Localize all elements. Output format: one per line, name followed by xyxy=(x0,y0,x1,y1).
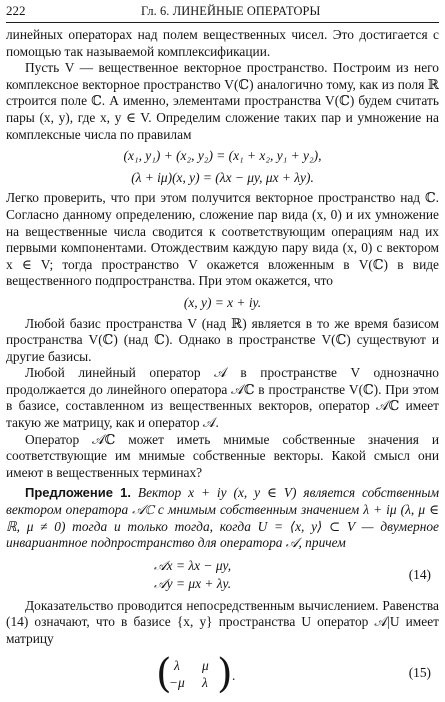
running-title: Гл. 6. ЛИНЕЙНЫЕ ОПЕРАТОРЫ xyxy=(141,4,321,18)
paragraph-basis: Любой базис пространства V (над ℝ) является в то же время базисом пространства V(ℂ) (над ℂ). Однако в пространстве V(ℂ) существуют и другие базисы. xyxy=(6,315,439,364)
equation-pair-text: (x, y) = x + iy. xyxy=(183,294,262,310)
matrix-cell-1-1: λ xyxy=(174,657,180,673)
matrix-cell-2-1: −μ xyxy=(169,674,185,690)
matrix-left-paren: ( xyxy=(156,650,172,697)
paragraph-continuation: линейных операторах над полем вещественных чисел. Это достигается с помощью так называемой комплексификации. xyxy=(6,27,439,59)
equation-multiplication-text: (λ + iμ)(x, y) = (λx − μy, μx + λy). xyxy=(131,169,314,185)
page-number: 222 xyxy=(6,3,26,18)
proposition-label: Предложение 1. xyxy=(25,485,131,501)
matrix-cell-2-2: λ xyxy=(202,674,208,690)
matrix-15 xyxy=(6,652,439,696)
display-equation-sum xyxy=(6,148,439,165)
equation-system-14 xyxy=(6,556,439,594)
matrix-period: . xyxy=(232,667,236,683)
equation-number-14: (14) xyxy=(408,566,431,582)
display-equation-multiplication xyxy=(6,170,439,187)
equation-14-line-1: 𝒜x = λx − μy, xyxy=(154,557,232,573)
proposition-text: Вектор x + iy (x, y ∈ V) является собственным вектором оператора 𝒜ℂ с мнимым собственным значением λ + iμ (λ, μ ∈ ℝ, μ ≠ 0) тогда и только тогда, когда U = ⟨x, y⟩ ⊂ V — двумерное инвариантное подпространство для оператора 𝒜, причем xyxy=(6,485,439,551)
proposition xyxy=(6,485,439,551)
equation-number-15: (15) xyxy=(408,664,431,680)
display-equation-pair xyxy=(6,295,439,312)
paragraph-proof: Доказательство проводится непосредственным вычислением. Равенства (14) означают, что в базисе {x, y} пространства U оператор 𝒜|U имеет матрицу xyxy=(6,597,439,646)
paragraph-verification: Легко проверить, что при этом получится векторное пространство над ℂ. Согласно данному определению, сложение пар вида (x, 0) и их умножение на вещественные числа сводится к соответствующим операциям над их первыми компонентами. Отождествим каждую пару вида (x, 0) с вектором x ∈ V; тогда пространство V окажется вложенным в V(ℂ) в виде вещественного подпространства. При этом окажется, что xyxy=(6,190,439,289)
equation-14-line-2: 𝒜y = μx + λy. xyxy=(154,575,232,591)
page-header xyxy=(6,0,439,23)
equation-sum-text: (x₁, y₁) + (x₂, y₂) = (x₁ + x₂, y₁ + y₂), xyxy=(123,148,322,164)
paragraph-operator-extension: Любой линейный оператор 𝒜 в пространстве V однозначно продолжается до линейного оператора 𝒜ℂ в пространстве V(ℂ). При этом в базисе, составленном из вещественных векторов, оператор 𝒜ℂ имеет такую же матрицу, как и оператор 𝒜. xyxy=(6,365,439,431)
matrix-right-paren: ) xyxy=(217,650,233,697)
paragraph-imaginary-eigenvalues: Оператор 𝒜ℂ может иметь мнимые собственные значения и соответствующие им мнимые собственные векторы. Какой смысл они имеют в вещественных терминах? xyxy=(6,431,439,480)
matrix-cell-1-2: μ xyxy=(202,657,209,673)
paragraph-complexification-intro: Пусть V — вещественное векторное пространство. Построим из него комплексное векторное пространство V(ℂ) аналогично тому, как из поля ℝ строится поле ℂ. А именно, элементами пространства V(ℂ) будем считать пары (x, y), где x, y ∈ V. Определим сложение таких пар и умножение на комплексные числа по правилам xyxy=(6,60,439,142)
